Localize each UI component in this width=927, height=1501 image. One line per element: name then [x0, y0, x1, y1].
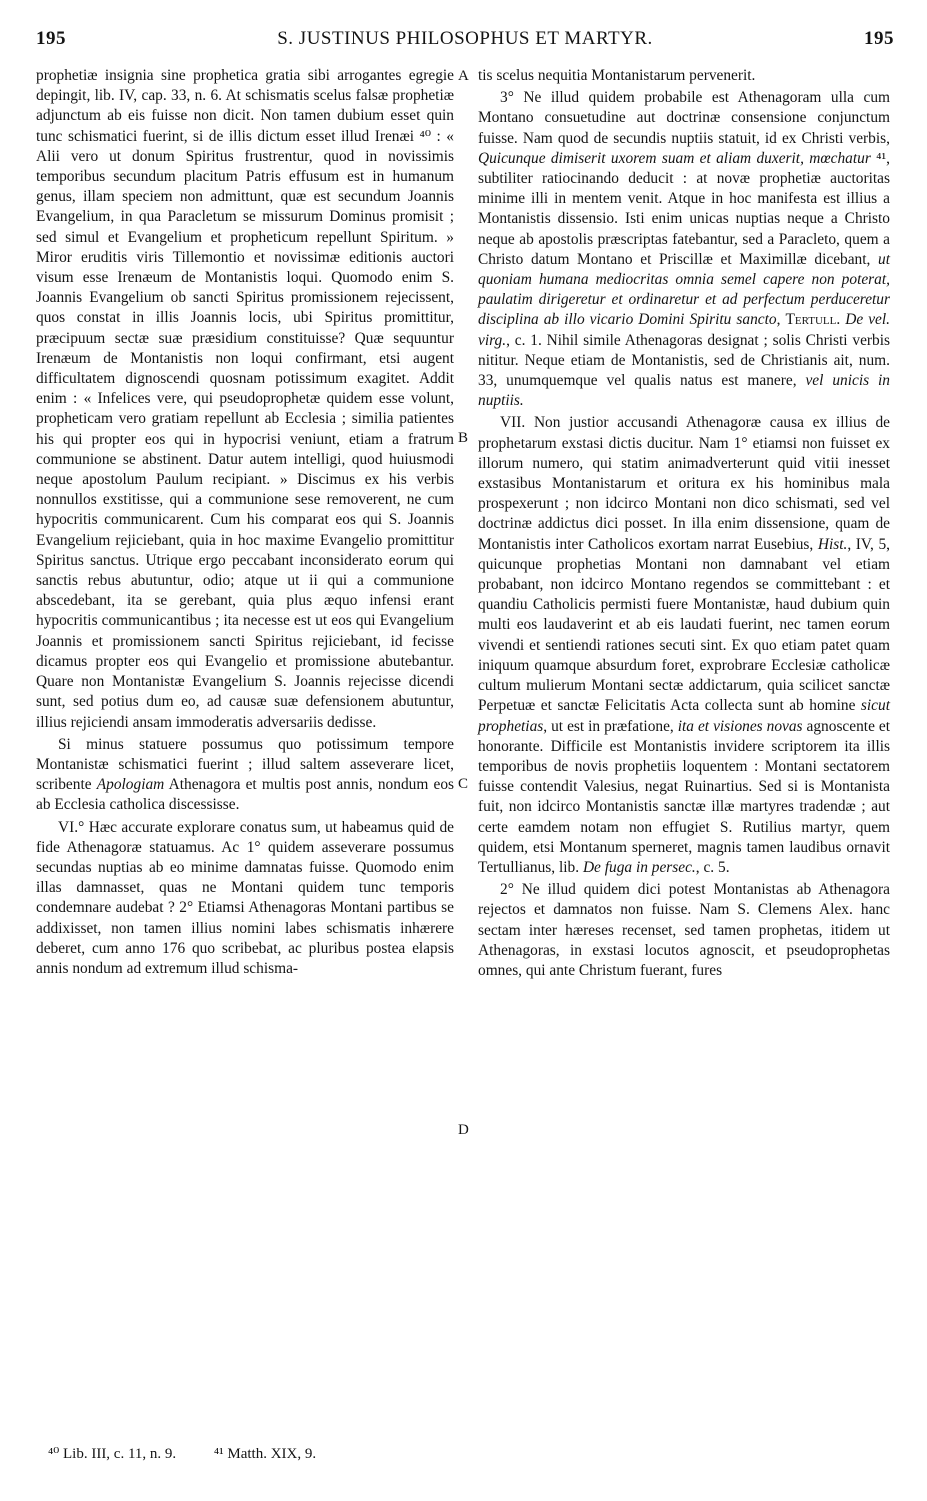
italic-title: De vel. virg. [478, 311, 890, 349]
text-span: ⁴¹, subtiliter ratiocinando deducit : at novæ prophetiæ auctoritas minime illi in mentem venit. Atque in hoc manifesta est illius a Montanistis dissensio. Isti enim unicas nuptias neque a Christo neque ab apostolis præscriptas fatebantur, sed a Paracleto, quem a Christo datum Montano et Priscillæ et Maximillæ dicebant, [478, 149, 890, 268]
margin-marker-a: A [458, 68, 469, 84]
italic-quote: Quicunque dimiserit uxorem suam et aliam duxerit, mœchatur [478, 149, 871, 167]
italic-title: Hist. [817, 535, 848, 553]
italic-quote: ita et visiones novas [677, 717, 803, 735]
text-span: VII. Non justior accusandi Athenagoræ causa ex illius de prophetarum exstasi dictis ducitur. Nam 1° etiamsi non fuisset ex illorum numero, qui statim animadverterunt quid vitii inesset exstasibus Montanistarum et oritura ex his hominibus mala prospexerunt ; non idcirco Montani non dico schismati, sed vel doctrinæ addictus dici posset. In illa enim dissensione, quam de Montanistis inter Catholicos exortam narrat Eusebius, [478, 414, 890, 553]
author-name: Tertull. [785, 311, 841, 329]
italic-quote: vel unicis in nuptiis. [478, 372, 890, 410]
text-span: 3° Ne illud quidem probabile est Athenagoram ulla cum Montano consuetudine aut doctrinæ consensione conjunctum fuisse. Nam quod de secundis nuptiis statuit, id ex Christi verbis, [478, 89, 890, 147]
italic-title: De fuga in persec. [582, 858, 696, 876]
text-span: , IV, 5, quicunque prophetias Montani non damnabant vel etiam probabant, non idcirco Montano regendos se committebant : et quandiu Catholicis permisti fuere Montanistæ, haud dubium quin multi eos laudaverint et ab eis laudati fuerint, nec tamen eorum vivendi et sentiendi rationes secuti sint. Ex quo etiam patet quam iniquum quamque absurdum foret, exprobrare Ecclesiæ catholicæ cultum mulierum Montani sectæ addictarum, quia scilicet sanctæ Perpetuæ et sanctæ Felicitatis Acta collecta sunt ab homine [478, 535, 890, 715]
left-paragraph-2 [36, 735, 454, 816]
page-number-right: 195 [864, 28, 894, 49]
running-header [36, 28, 894, 58]
right-paragraph-2 [478, 88, 890, 411]
footnote-40: ⁴⁰ Lib. III, c. 11, n. 9. [48, 1446, 177, 1462]
margin-marker-b: B [458, 430, 469, 446]
right-paragraph-1: tis scelus nequitia Montanistarum pervenerit. [478, 67, 756, 84]
text-span: Si minus statuere possumus quo potissimum tempore Montanistæ schismatici fuerint ; illud saltem asseverare licet, scribente [36, 735, 454, 794]
text-span: , [776, 311, 786, 329]
left-paragraph-1: prophetiæ insignia sine prophetica gratia sibi arrogantes egregie depingit, lib. IV, cap. 33, n. 6. At schismatis scelus falsæ prophetiæ adjunctum ab eis fuisse non dicit. Non tamen dubium esset quin tunc schismatici fuerint, si de illis dictum esset illud Irenæi ⁴⁰ : « Alii vero ut donum Spiritus frustrentur, quod in novissimis temporibus secundum placitum Patris effusum est in humanum genus, illam speciem non admittunt, quæ est secundum Joannis Evangelium, in qua Paracletum se missurum Dominus promisit ; sed simul et Evangelium et propheticum repellunt Spiritum. » Miror eruditis viris Tillemontio et novissimæ editionis auctori visum esse Irenæum de Montanistis loqui. Quomodo enim S. Joannis Evangelium ob sancti Spiritus promissionem rejecissent, quos constat in illis Joannis locis, ubi Spiritus promittitur, præcipuum sectæ suæ præsidium constituisse? Quæ sequuntur Irenæum de Montanistis non loqui confirmant, etsi augent difficultatem dignoscendi quosnam potissimum exagitet. Addit enim : « Infelices vere, qui pseudoprophetæ quidem esse volunt, propheticam vero gratiam repellunt ab Ecclesia ; similia patientes his qui propter eos qui in hypocrisi veniunt, etiam a fratrum communione se abstinent. Datur autem intelligi, quod huiusmodi neque apostolum Paulum recipiant. » Discimus ex his verbis nonnullos exstitisse, qui a communione sese removerent, ne cum hypocritis communicarent. Cum his comparat eos qui S. Joannis Evangelium rejiciebant, quia in hoc maxime Evangelio promittitur Spiritus sanctus. Utrique ergo peccabant inconsiderato eorum qui sanctis rebus abutuntur, odio; atque ut ii qui a communione abscedebant, ita se gerebant, quia plus æquo infensi erant hypocritis communicantibus ; ita necesse est ut eos qui Evangelium Joannis et promissionem sancti Spiritus rejiciebant, id fecisse dicamus propter eos qui Evangelio et promissione abutebantur. Quare non Montanistæ Evangelium S. Joannis rejecisse dicendi sunt, sed potius dum eo, ad causæ suæ defensionem abutuntur, illius rejiciendi ansam immoderatis adversariis dedisse. [36, 67, 454, 731]
italic-title: Apologiam [96, 776, 165, 794]
text-span: , c. 1. Nihil simile Athenagoras designat ; solis Christi verbis nititur. Neque etiam de Montanistis, sed de Christianis ait, num. 33, unumquemque vel qualis natus est manere, [478, 331, 890, 390]
running-title: S. JUSTINUS PHILOSOPHUS ET MARTYR. [277, 28, 653, 49]
right-paragraph-3 [478, 413, 890, 878]
footnotes [48, 1444, 468, 1463]
text-span: agnoscente et honorante. Difficile est Montanistis invidere scriptorem ita illis temporibus de novis prophetiis loquentem : Montani sectatorem fuisse contendit Valesius, negat Ruinartius. Sed si is Montanista fuit, non idcirco Montanistis sanctæ illæ martyres tradendæ ; aut certe eamdem notam non effugiet S. Rutilius martyr, quem quidem, etsi Montanum sperneret, magnis tamen laudibus ornavit Tertullianus, lib. [478, 717, 890, 876]
text-span: , ut est in præfatione, [543, 717, 678, 735]
right-column [478, 66, 890, 983]
italic-quote: ut quoniam humana mediocritas omnia semel capere non poterat, paulatim dirigeretur et ordinaretur et ad perfectum perduceretur disciplina ab illo vicario Domini Spiritu sancto [478, 250, 890, 329]
left-paragraph-3: VI.° Hæc accurate explorare conatus sum, ut habeamus quid de fide Athenagoræ statuamus. Ac 1° quidem asseverare possumus secundas nuptias ab eo minime damnatas fuisse. Quomodo enim illas damnasset, quas ne Montani quidem tunc temporis condemnare audebat ? 2° Etiamsi Athenagoras Montani partibus se addixisset, non tamen illius nomini labes schismatis inhærere deberet, cum anno 176 quo scribebat, ac pluribus postea elapsis annis nondum ad extremum illud schisma- [36, 818, 454, 977]
page-number-left: 195 [36, 28, 66, 49]
text-span: Athenagora et multis post annis, nondum eos ab Ecclesia catholica discessisse. [36, 776, 454, 814]
left-column [36, 66, 454, 981]
right-paragraph-4: 2° Ne illud quidem dici potest Montanistas ab Athenagora rejectos et damnatos non fuisse. Nam S. Clemens Alex. hanc sectam inter hæreses recenset, sed tamen prophetas, itidem ut Athenagoras, in exstasi locutos agnoscit, et pseudoprophetas omnes, qui ante Christum fuerant, fures [478, 881, 890, 979]
footnote-41: ⁴¹ Matth. XIX, 9. [213, 1446, 317, 1462]
margin-marker-c: C [458, 776, 469, 792]
italic-quote: sicut prophetias [478, 697, 890, 735]
margin-marker-d: D [458, 1122, 469, 1138]
text-span: , c. 5. [695, 858, 730, 876]
